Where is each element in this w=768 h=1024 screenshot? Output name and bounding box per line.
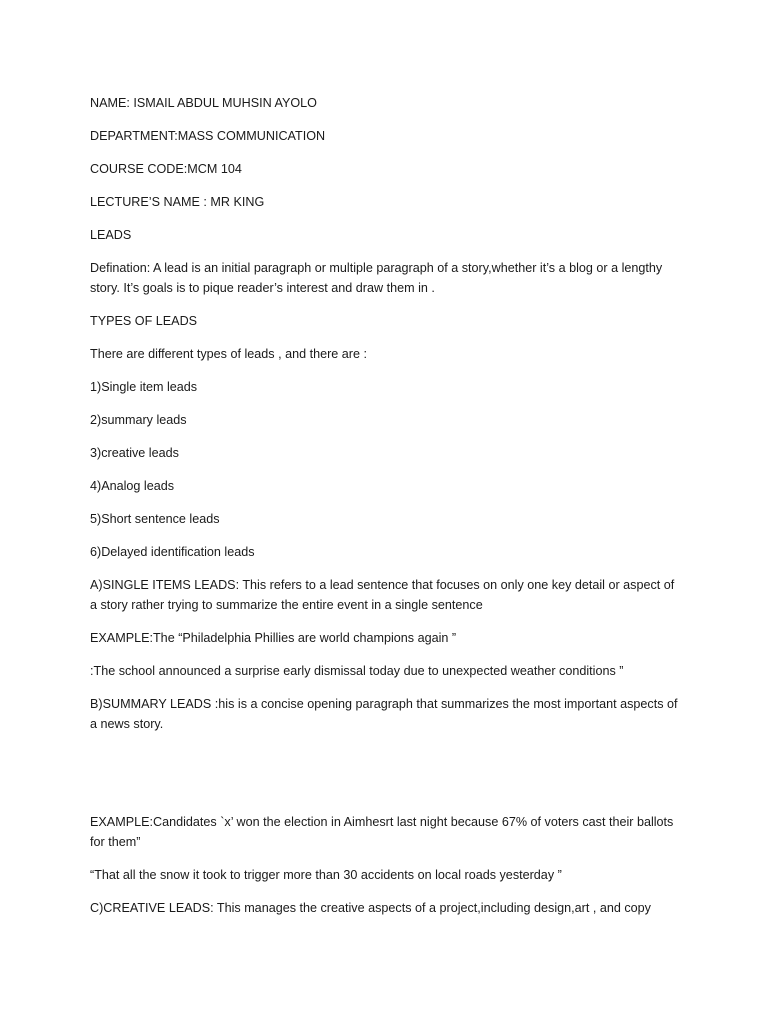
summary-example-2: “That all the snow it took to trigger more than 30 accidents on local roads yesterday ” [90,868,562,882]
department-line: DEPARTMENT:MASS COMMUNICATION [90,129,326,143]
list-item: 5)Short sentence leads [90,512,220,526]
lecturer-name-line: LECTURE’S NAME : MR KING [90,195,265,209]
document-body [90,93,680,931]
list-item: 6)Delayed identification leads [90,545,255,559]
list-item: 1)Single item leads [90,380,198,394]
topic-heading: LEADS [90,228,132,242]
summary-definition: B)SUMMARY LEADS :his is a concise opening paragraph that summarizes the most important aspects of a news story. [90,697,678,731]
single-items-definition: A)SINGLE ITEMS LEADS: This refers to a lead sentence that focuses on only one key detail or aspect of a story rather trying to summarize the entire event in a single sentence [90,578,675,612]
student-name-line: NAME: ISMAIL ABDUL MUHSIN AYOLO [90,96,317,110]
definition-paragraph: Defination: A lead is an initial paragraph or multiple paragraph of a story,whether it’s a blog or a lengthy story. It’s goals is to pique reader’s interest and draw them in . [90,261,663,295]
single-items-example-1: EXAMPLE:The “Philadelphia Phillies are world champions again ” [90,631,457,645]
list-item: 4)Analog leads [90,479,175,493]
list-item: 2)summary leads [90,413,187,427]
creative-definition: C)CREATIVE LEADS: This manages the creative aspects of a project,including design,art , and copy [90,901,651,915]
list-item: 3)creative leads [90,446,179,460]
types-intro: There are different types of leads , and there are : [90,347,367,361]
course-code-line: COURSE CODE:MCM 104 [90,162,242,176]
summary-example-1: EXAMPLE:Candidates `x’ won the election in Aimhesrt last night because 67% of voters cast their ballots for them” [90,815,674,849]
single-items-example-2: :The school announced a surprise early dismissal today due to unexpected weather conditions ” [90,664,624,678]
types-heading: TYPES OF LEADS [90,314,198,328]
blank-space [90,747,680,812]
